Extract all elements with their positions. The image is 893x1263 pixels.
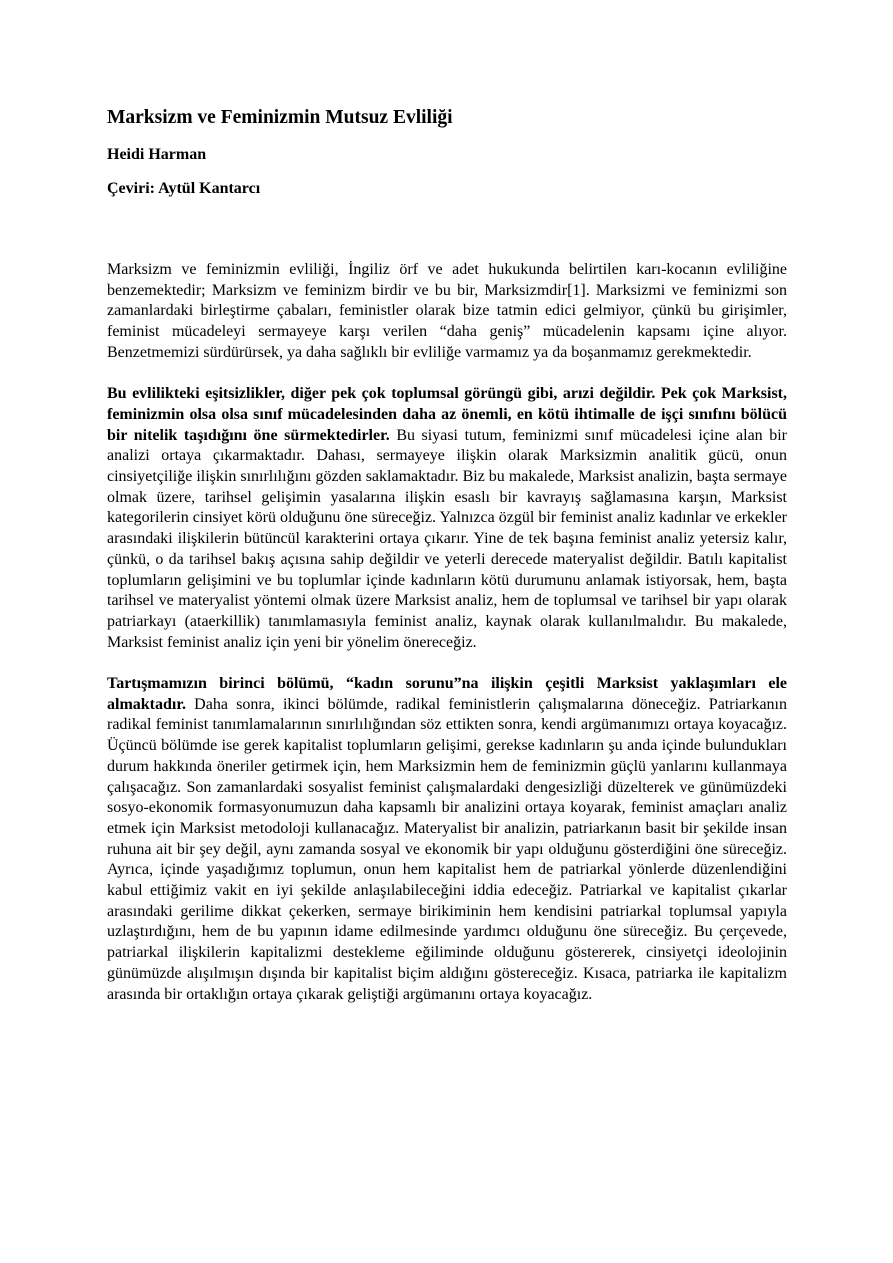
paragraph-3-lead: Tartışmamızın birinci bölümü, “kadın sorunu”na ilişkin çeşitli Marksist yaklaşımları ele almaktadır.	[107, 675, 787, 713]
paragraph-1	[107, 260, 787, 364]
paragraph-3	[107, 674, 787, 1005]
document-translator: Çeviri: Aytül Kantarcı	[107, 180, 261, 197]
document-author: Heidi Harman	[107, 146, 207, 163]
paragraph-1-text: Marksizm ve feminizmin evliliği, İngiliz örf ve adet hukukunda belirtilen karı-kocanın evliliğine benzemektedir; Marksizm ve feminizm birdir ve bu bir, Marksizmdir[1]. Marksizmi ve feminizmi son zamanlardaki birleştirme çabaları, feministler olarak bize tatmin edici gelmiyor, çünkü bu girişimler, feminist mücadeleyi sermayeye karşı verilen “daha geniş” mücadelenin kapsamı içine alıyor. Benzetmemizi sürdürürsek, ya daha sağlıklı bir evliliğe varmamız ya da boşanmamız gerekmektedir.	[107, 261, 787, 361]
paragraph-2	[107, 384, 787, 653]
document-page	[107, 104, 787, 1026]
paragraph-2-lead: Bu evlilikteki eşitsizlikler, diğer pek çok toplumsal görüngü gibi, arızi değildir. Pek çok Marksist, feminizmin olsa olsa sınıf mücadelesinden daha az önemli, en kötü ihtimalle de işçi sınıfını bölücü bir nitelik taşıdığını öne sürmektedirler.	[107, 385, 787, 444]
paragraph-3-text: Daha sonra, ikinci bölümde, radikal feministlerin çalışmalarına döneceğiz. Patriarkanın radikal feminist tanımlamalarının sınırlılığından söz ettikten sonra, kendi argümanımızı ortaya koyacağız. Üçüncü bölümde ise gerek kapitalist toplumların gelişimi, gerekse kadınların şu anda içinde bulundukları durum hakkında öneriler getirmek için, hem Marksizmin hem de feminizmin güçlü yanlarını kullanmaya çalışacağız. Son zamanlardaki sosyalist feminist çalışmalardaki dengesizliği düzelterek ve günümüzdeki sosyo-ekonomik formasyonumuzun daha kapsamlı bir analizini ortaya koyarak, feminist amaçları analiz etmek için Marksist metodoloji kullanacağız. Materyalist bir analizin, patriarkanın basit bir şekilde insan ruhuna ait bir şey değil, aynı zamanda sosyal ve ekonomik bir yapı olduğunu gösterdiğini öne süreceğiz. Ayrıca, içinde yaşadığımız toplumun, onun hem kapitalist hem de patriarkal yönlerde düzenlendiğini kabul ettiğimiz vakit en iyi şekilde anlaşılabileceğini iddia edeceğiz. Patriarkal ve kapitalist çıkarlar arasındaki gerilime dikkat çekerken, sermaye birikiminin hem kendisini patriarkal toplumsal yapıyla uzlaştırdığını, hem de bu yapının idame edilmesinde yardımcı olduğunu öne süreceğiz. Bu çerçevede, patriarkal ilişkilerin kapitalizmi destekleme eğiliminde olduğunu göstererek, cinsiyetçi ideolojinin günümüzde alışılmışın dışında bir kapitalist biçim aldığını göstereceğiz. Kısaca, patriarka ile kapitalizm arasında bir ortaklığın ortaya çıkarak geliştiği argümanını ortaya koyacağız.	[107, 695, 787, 1003]
paragraph-2-text: Bu siyasi tutum, feminizmi sınıf mücadelesi içine alan bir analizi ortaya çıkarmaktadır. Dahası, sermayeye ilişkin olarak Marksizmin analitik gücü, onun cinsiyetçiliğe ilişkin sınırlılığını gözden saklamaktadır. Biz bu makalede, Marksist analizin, başta sermaye olmak üzere, tarihsel gelişimin yasalarına ilişkin esaslı bir kavrayış sağlamasına karşın, Marksist kategorilerin cinsiyet körü olduğunu öne süreceğiz. Yalnızca özgül bir feminist analiz kadınlar ve erkekler arasındaki ilişkilerin bütüncül karakterini ortaya çıkarır. Yine de tek başına feminist analiz yetersiz kalır, çünkü, o da tarihsel bakış açısına sahip değildir ve yeterli derecede materyalist değildir. Batılı kapitalist toplumların gelişimini ve bu toplumlar içinde kadınların kötü durumunu anlamak istiyorsak, hem, başta tarihsel ve materyalist yöntemi olmak üzere Marksist analiz, hem de toplumsal ve tarihsel bir yapı olarak patriarkayı (ataerkillik) tanımlamasıyla feminist analiz, kaynak olarak kullanılmalıdır. Bu makalede, Marksist feminist analiz için yeni bir yönelim önereceğiz.	[107, 426, 788, 651]
document-title: Marksizm ve Feminizmin Mutsuz Evliliği	[107, 107, 453, 128]
